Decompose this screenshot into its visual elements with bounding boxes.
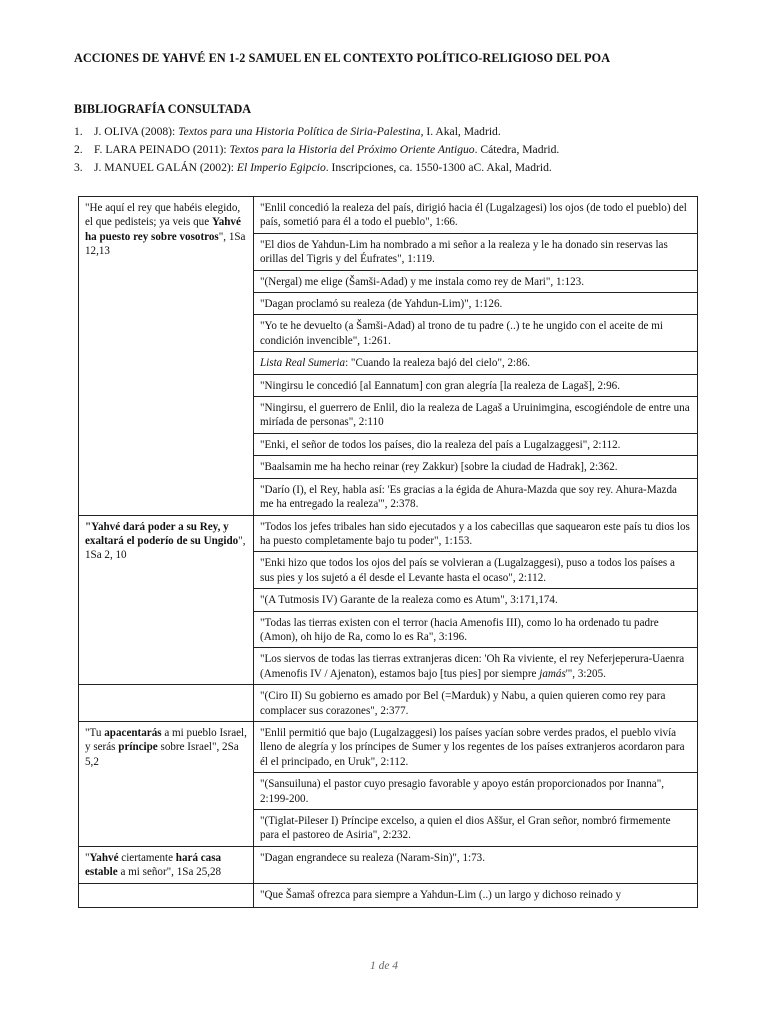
parallel-text: "Dagan proclamó su realeza (de Yahdun-Lim)", 1:126.: [254, 293, 698, 315]
parallel-text: "Enlil concedió la realeza del país, dirigió hacia él (Lugalzagesi) los ojos (de todo el pueblo) del país, sometió para él a todo el pueblo", 1:66.: [254, 197, 698, 234]
parallel-text: "Todos los jefes tribales han sido ejecutados y a los cabecillas que saquearon este país tu dios los ha puesto completamente bajo tu poder", 1:153.: [254, 515, 698, 552]
biblical-citation: "He aquí el rey que habéis elegido, el que pedisteis; ya veis que Yahvé ha puesto rey sobre vosotros", 1Sa 12,13: [79, 197, 254, 516]
document-title: ACCIONES DE YAHVÉ EN 1-2 SAMUEL EN EL CONTEXTO POLÍTICO-RELIGIOSO DEL POA: [74, 51, 611, 65]
biblical-citation: "Yahvé ciertamente hará casa estable a mi señor", 1Sa 25,28: [79, 846, 254, 883]
parallel-text: "(Ciro II) Su gobierno es amado por Bel (=Marduk) y Nabu, a quien quieren como rey para complacer sus corazones", 2:377.: [254, 685, 698, 722]
parallel-text: "(Sansuiluna) el pastor cuyo presagio favorable y apoyo están proporcionados por Inanna", 2:199-200.: [254, 773, 698, 810]
table-row: [79, 883, 698, 907]
work-title: Textos para la Historia del Próximo Oriente Antiguo: [229, 143, 475, 157]
biblical-citation: "Tu apacentarás a mi pueblo Israel, y serás príncipe sobre Israel", 2Sa 5,2: [79, 721, 254, 846]
parallel-text: "Enki, el señor de todos los países, dio la realeza del país a Lugalzaggesi", 2:112.: [254, 433, 698, 455]
parallel-text: "Baalsamin me ha hecho reinar (rey Zakkur) [sobre la ciudad de Hadrak], 2:362.: [254, 456, 698, 478]
parallel-text: "Todas las tierras existen con el terror (hacia Amenofis III), como lo ha ordenado tu padre (Amon), oh hijo de Ra, como lo es Ra", 3:196.: [254, 611, 698, 648]
bibliography-list: [74, 123, 559, 178]
empty-cell: [79, 883, 254, 907]
parallel-text: "Dagan engrandece su realeza (Naram-Sin)", 1:73.: [254, 846, 698, 883]
parallel-text: "(A Tutmosis IV) Garante de la realeza como es Atum", 3:171,174.: [254, 589, 698, 611]
table-row: [79, 515, 698, 552]
bibliography-item: 3. J. MANUEL GALÁN (2002): El Imperio Egipcio. Inscripciones, ca. 1550-1300 aC. Akal, Madrid.: [74, 161, 552, 175]
bibliography-item: 1. J. OLIVA (2008): Textos para una Historia Política de Siria-Palestina, I. Akal, Madrid.: [74, 125, 501, 138]
parallel-text: "(Tiglat-Pileser I) Príncipe excelso, a quien el dios Aššur, el Gran señor, nombró firmemente para el pastoreo de Asiria", 2:232.: [254, 810, 698, 847]
parallel-text: "El dios de Yahdun-Lim ha nombrado a mi señor a la realeza y le ha donado sin reservas las orillas del Tigris y del Éufrates", 1:119.: [254, 233, 698, 270]
bibliography-heading: BIBLIOGRAFÍA CONSULTADA: [74, 102, 252, 116]
parallel-text: "(Nergal) me elige (Šamši-Adad) y me instala como rey de Mari", 1:123.: [254, 270, 698, 292]
biblical-citation: "Yahvé dará poder a su Rey, y exaltará el poderío de su Ungido", 1Sa 2, 10: [79, 515, 254, 685]
work-title: El Imperio Egipcio: [236, 161, 326, 175]
parallel-text: "Ningirsu, el guerrero de Enlil, dio la realeza de Lagaš a Uruinimgina, escogiéndole de entre una miríada de personas", 2:110: [254, 397, 698, 434]
comparison-table: [78, 196, 698, 908]
parallel-text: Lista Real Sumeria: "Cuando la realeza bajó del cielo", 2:86.: [254, 352, 698, 374]
work-title: Textos para una Historia Política de Siria-Palestina: [178, 125, 421, 138]
page-number: 1 de 4: [369, 960, 399, 972]
empty-cell: [79, 685, 254, 722]
parallel-text: "Enki hizo que todos los ojos del país se volvieran a (Lugalzaggesi), puso a todos los países a sus pies y los sujetó a él desde el Levante hasta el ocaso", 2:112.: [254, 552, 698, 589]
parallel-text: "Los siervos de todas las tierras extranjeras dicen: 'Oh Ra viviente, el rey Neferjeperura-Uaenra (Amenofis IV / Ajenaton), estamos bajo [tus pies] por siempre jamás'", 3:205.: [254, 648, 698, 685]
parallel-text: "Que Šamaš ofrezca para siempre a Yahdun-Lim (..) un largo y dichoso reinado y: [254, 883, 698, 907]
table-row: [79, 846, 698, 883]
table-row: [79, 721, 698, 772]
table-row: [79, 197, 698, 234]
parallel-text: "Ningirsu le concedió [al Eannatum] con gran alegría [la realeza de Lagaš], 2:96.: [254, 374, 698, 396]
parallel-text: "Enlil permitió que bajo (Lugalzaggesi) los países yacían sobre verdes prados, el pueblo vivía lleno de alegría y los príncipes de Sumer y los regentes de los países extranjeros acordaron para él el principado, en Uruk", 2:112.: [254, 721, 698, 772]
parallel-text: "Yo te he devuelto (a Šamši-Adad) al trono de tu padre (..) te he ungido con el aceite de mi condición invencible", 1:261.: [254, 315, 698, 352]
bibliography-item: 2. F. LARA PEINADO (2011): Textos para la Historia del Próximo Oriente Antiguo. Cátedra, Madrid.: [74, 143, 560, 157]
parallel-text: "Darío (I), el Rey, habla así: 'Es gracias a la égida de Ahura-Mazda que soy rey. Ahura-Mazda me ha entregado la realeza'", 2:378.: [254, 478, 698, 515]
table-row: [79, 685, 698, 722]
